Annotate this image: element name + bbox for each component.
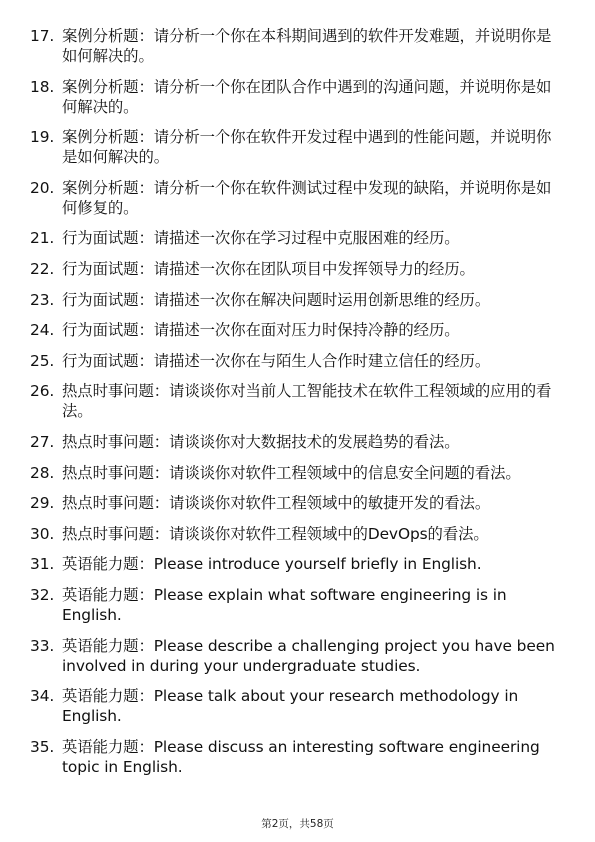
question-text: 热点时事问题：请谈谈你对软件工程领域中的敏捷开发的看法。 — [62, 494, 491, 513]
question-text: 热点时事问题：请谈谈你对大数据技术的发展趋势的看法。 — [62, 432, 460, 451]
question-text: 热点时事问题：请谈谈你对当前人工智能技术在软件工程领域的应用的看法。 — [62, 382, 552, 421]
question-item — [30, 351, 565, 371]
question-item — [30, 127, 565, 167]
question-text: 行为面试题：请描述一次你在团队项目中发挥领导力的经历。 — [62, 259, 475, 278]
question-number: 23. — [30, 290, 55, 309]
question-number: 25. — [30, 351, 55, 370]
question-item — [30, 554, 565, 574]
question-text: 案例分析题：请分析一个你在团队合作中遇到的沟通问题，并说明你是如何解决的。 — [62, 77, 552, 116]
question-text: 案例分析题：请分析一个你在软件测试过程中发现的缺陷，并说明你是如何修复的。 — [62, 178, 552, 217]
question-item — [30, 686, 565, 726]
question-number: 27. — [30, 432, 55, 451]
question-number: 35. — [30, 737, 55, 756]
question-text: 行为面试题：请描述一次你在面对压力时保持冷静的经历。 — [62, 321, 460, 340]
question-number: 31. — [30, 555, 55, 574]
question-text: 英语能力题：Please discuss an interesting software engineering topic in English. — [62, 737, 540, 776]
question-text: 英语能力题：Please describe a challenging project you have been involved in during your undergraduate studies. — [62, 636, 555, 675]
question-number: 17. — [30, 27, 55, 45]
question-item — [30, 493, 565, 513]
question-list — [30, 26, 565, 787]
question-text: 英语能力题：Please explain what software engineering is in English. — [62, 585, 507, 624]
question-number: 20. — [30, 178, 55, 197]
question-number: 22. — [30, 259, 55, 278]
question-number: 24. — [30, 321, 55, 340]
question-item — [30, 228, 565, 248]
question-text: 热点时事问题：请谈谈你对软件工程领域中的信息安全问题的看法。 — [62, 463, 521, 482]
question-text: 案例分析题：请分析一个你在软件开发过程中遇到的性能问题，并说明你是如何解决的。 — [62, 128, 552, 167]
question-number: 21. — [30, 229, 55, 248]
question-text: 行为面试题：请描述一次你在解决问题时运用创新思维的经历。 — [62, 290, 491, 309]
question-number: 26. — [30, 382, 55, 401]
question-text: 热点时事问题：请谈谈你对软件工程领域中的DevOps的看法。 — [62, 524, 489, 543]
question-number: 30. — [30, 524, 55, 543]
question-number: 33. — [30, 636, 55, 655]
question-text: 行为面试题：请描述一次你在与陌生人合作时建立信任的经历。 — [62, 351, 491, 370]
question-number: 18. — [30, 77, 55, 96]
question-item — [30, 77, 565, 117]
question-item — [30, 585, 565, 625]
question-item — [30, 737, 565, 777]
question-number: 32. — [30, 585, 55, 604]
question-number: 19. — [30, 128, 55, 147]
question-item — [30, 636, 565, 676]
question-item — [30, 463, 565, 483]
question-number: 29. — [30, 494, 55, 513]
question-text: 英语能力题：Please introduce yourself briefly in English. — [62, 555, 482, 574]
question-item — [30, 290, 565, 310]
question-text: 英语能力题：Please talk about your research methodology in English. — [62, 687, 519, 726]
page-footer: 第2页，共58页 — [261, 818, 334, 830]
question-item — [30, 524, 565, 544]
question-item — [30, 320, 565, 340]
question-number: 34. — [30, 687, 55, 706]
question-item — [30, 259, 565, 279]
question-item — [30, 432, 565, 452]
question-item — [30, 26, 565, 66]
question-number: 28. — [30, 463, 55, 482]
question-text: 行为面试题：请描述一次你在学习过程中克服困难的经历。 — [62, 229, 460, 248]
question-text: 案例分析题：请分析一个你在本科期间遇到的软件开发难题，并说明你是如何解决的。 — [62, 27, 552, 65]
question-item — [30, 381, 565, 421]
question-item — [30, 178, 565, 218]
